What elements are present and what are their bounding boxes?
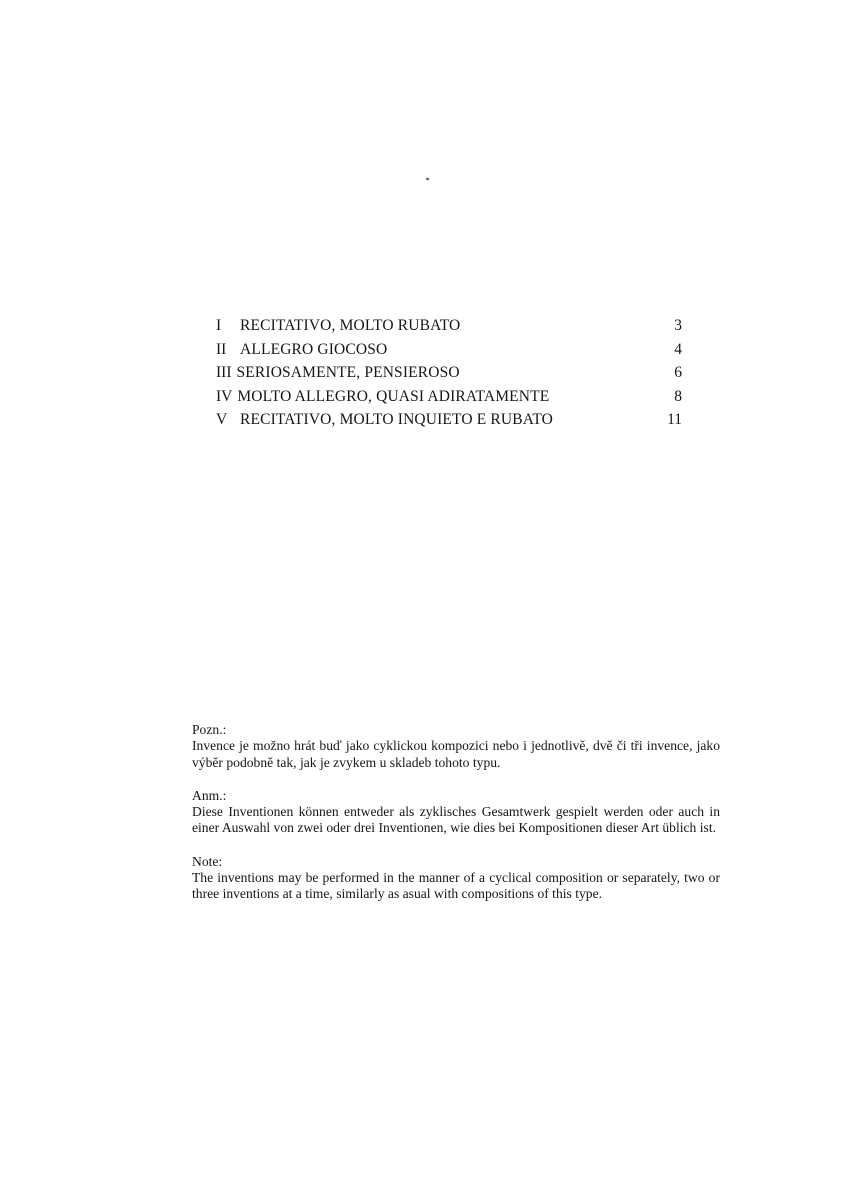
toc-entry-2[interactable] <box>216 338 686 362</box>
toc-page-number: 8 <box>674 387 682 405</box>
toc-page-number: 4 <box>674 340 682 358</box>
note-czech <box>192 722 720 771</box>
scan-speck <box>426 177 430 180</box>
toc-numeral: I <box>216 317 222 334</box>
toc-entry-1[interactable] <box>216 314 686 338</box>
toc-title: MOLTO ALLEGRO, QUASI ADIRATAMENTE <box>237 387 550 405</box>
toc-title: SERIOSAMENTE, PENSIEROSO <box>236 364 460 381</box>
toc-page-number: 6 <box>674 364 682 381</box>
toc-page-number: 3 <box>674 317 682 334</box>
toc-page-number: 11 <box>667 411 682 428</box>
note-text: Invence je možno hrát buď jako cyklickou kompozici nebo i jednotlivě, dvě či tři invence, jako výběr podobně tak, jak je zvykem u skladeb tohoto typu. <box>192 738 720 770</box>
toc-title: RECITATIVO, MOLTO INQUIETO E RUBATO <box>240 411 554 428</box>
toc-title: ALLEGRO GIOCOSO <box>240 340 388 358</box>
toc-entry-3[interactable] <box>216 361 686 385</box>
toc-entry-4[interactable] <box>216 385 686 409</box>
toc-title: RECITATIVO, MOLTO RUBATO <box>240 317 461 334</box>
note-text: The inventions may be performed in the manner of a cyclical composition or separately, two or three inventions at a time, similarly as asual with compositions of this type. <box>192 870 720 902</box>
note-heading: Anm.: <box>192 787 227 803</box>
table-of-contents <box>216 314 686 432</box>
note-text: Diese Inventionen können entweder als zyklisches Gesamtwerk gespielt werden oder auch in einer Auswahl von zwei oder drei Inventionen, wie dies bei Kompositionen dieser Art üblich ist. <box>192 804 720 836</box>
toc-numeral: IV <box>216 387 233 405</box>
toc-numeral: III <box>216 364 232 381</box>
toc-numeral: II <box>216 340 227 358</box>
note-heading: Note: <box>192 853 223 869</box>
note-german <box>192 788 720 837</box>
toc-numeral: V <box>216 411 228 428</box>
note-heading: Pozn.: <box>192 722 227 737</box>
performance-notes <box>192 722 720 920</box>
note-english <box>192 854 720 903</box>
toc-entry-5[interactable] <box>216 408 686 432</box>
